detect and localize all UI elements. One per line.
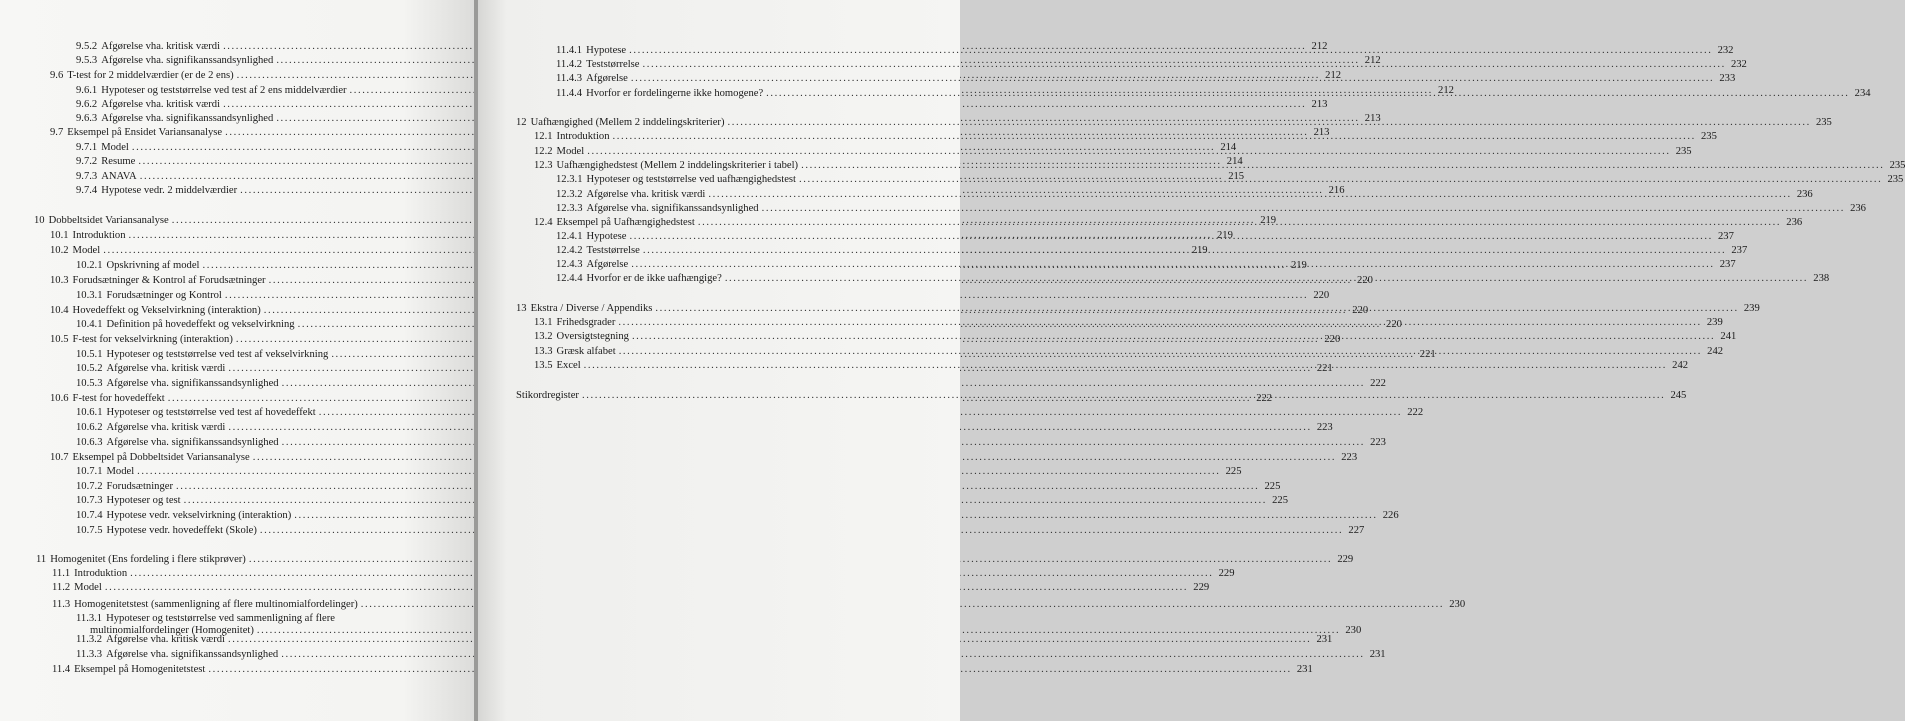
toc-entry <box>76 421 1333 434</box>
toc-entry-title: Ekstra / Diverse / Appendiks <box>530 303 653 314</box>
toc-entry-title: Forudsætninger & Kontrol af Forudsætninger <box>72 275 266 286</box>
toc-entry-page-number: 241 <box>1720 331 1737 342</box>
toc-entry-title: Model <box>72 245 101 256</box>
toc-entry-number: 12.2 <box>534 146 553 157</box>
toc-entry-number: 10.5.3 <box>76 378 103 389</box>
toc-entry-number: 9.7.4 <box>76 185 98 196</box>
toc-entry-number: 10.2.1 <box>76 260 103 271</box>
toc-entry-page-number: 214 <box>1220 142 1237 153</box>
toc-entry-title: T-test for 2 middelværdier (er de 2 ens) <box>67 70 234 81</box>
toc-entry-page-number: 219 <box>1191 245 1208 256</box>
toc-entry <box>76 436 1386 449</box>
toc-entry-page-number: 245 <box>1670 390 1687 401</box>
toc-entry <box>76 524 1365 537</box>
toc-entry <box>50 451 1358 464</box>
toc-entry-page-number: 229 <box>1193 582 1210 593</box>
toc-entry-page-number: 235 <box>1815 117 1832 128</box>
toc-entry-title: Afgørelse vha. kritisk værdi <box>106 363 226 374</box>
toc-entry-page-number: 220 <box>1324 334 1341 345</box>
toc-entry-title: Hypoteser og teststørrelse ved test af 2 ens middelværdier <box>101 85 347 96</box>
toc-entry-number: 11.3 <box>52 599 71 610</box>
toc-entry-title: Afgørelse vha. signifikanssandsynlighed <box>106 437 279 448</box>
toc-entry-title: Afgørelse vha. signifikanssandsynlighed <box>101 113 274 124</box>
toc-entry-title: Homogenitetstest (sammenligning af flere multinomialfordelinger) <box>74 599 358 610</box>
toc-entry-title: Hypotese vedr. hovedeffekt (Skole) <box>106 525 257 536</box>
toc-entry-title: Afgørelse vha. signifikanssandsynlighed <box>106 649 279 660</box>
toc-entry-page-number: 221 <box>1419 349 1436 360</box>
toc-entry-title: Model <box>101 142 129 153</box>
toc-entry-title: Eksempel på Ensidet Variansanalyse <box>67 127 223 138</box>
toc-entry-page-number: 235 <box>1700 131 1717 142</box>
toc-entry <box>52 598 1466 611</box>
toc-entry-title: Resume <box>101 156 136 167</box>
toc-entry-title: Homogenitet (Ens fordeling i flere stikprøver) <box>50 554 246 565</box>
toc-entry-page-number: 213 <box>1313 127 1330 138</box>
toc-entry-number: 11.1 <box>52 568 71 579</box>
toc-entry-number: 10.7.4 <box>76 510 103 521</box>
toc-entry-page-number: 232 <box>1730 59 1747 70</box>
toc-entry-page-number: 231 <box>1316 634 1333 645</box>
toc-entry-number: 13 <box>516 303 527 314</box>
toc-entry-number: 11.4 <box>52 664 71 675</box>
toc-entry-page-number: 242 <box>1672 360 1689 371</box>
dot-leader <box>630 230 1713 243</box>
dot-leader <box>762 202 1845 215</box>
toc-entry <box>52 567 1235 580</box>
toc-entry-page-number: 235 <box>1675 146 1692 157</box>
toc-entry-number: 9.7.1 <box>76 142 98 153</box>
toc-entry-number: 10.4 <box>50 305 69 316</box>
dot-leader <box>725 272 1808 285</box>
toc-entry-number: 9.7 <box>50 127 64 138</box>
toc-entry-number: 11 <box>36 554 47 565</box>
dot-leader <box>632 330 1715 343</box>
toc-entry-title: Afgørelse vha. kritisk værdi <box>106 634 225 645</box>
toc-entry-page-number: 220 <box>1386 319 1402 330</box>
toc-entry-page-number: 238 <box>1813 273 1830 284</box>
dot-leader <box>631 258 1714 271</box>
dot-leader <box>655 302 1738 315</box>
toc-entry-page-number: 212 <box>1311 41 1328 52</box>
toc-entry-title: Afgørelse vha. kritisk værdi <box>106 422 226 433</box>
toc-entry-title: F-test for vekselvirkning (interaktion) <box>72 334 233 345</box>
toc-entry-title: Afgørelse <box>586 73 628 84</box>
dot-leader <box>587 145 1670 158</box>
toc-entry-number: 10.6.3 <box>76 437 103 448</box>
toc-entry-number: 11.3.1 <box>76 613 103 624</box>
toc-entry-number: 9.7.3 <box>76 171 98 182</box>
toc-entry-title: multinomialfordelinger (Homogenitet) <box>90 625 254 636</box>
dot-leader <box>582 389 1665 402</box>
dot-leader <box>766 87 1849 100</box>
toc-entry-page-number: 226 <box>1382 510 1399 521</box>
toc-entry-page-number: 229 <box>1337 554 1354 565</box>
toc-entry-page-number: 234 <box>1854 88 1871 99</box>
toc-entry-number: 12.3.1 <box>556 174 583 185</box>
toc-entry <box>76 494 1288 507</box>
toc-entry-number: 9.7.2 <box>76 156 98 167</box>
toc-entry-title: Eksempel på Dobbeltsidet Variansanalyse <box>72 452 250 463</box>
toc-entry-title: Afgørelse vha. signifikanssandsynlighed <box>101 55 274 66</box>
toc-entry-page-number: 233 <box>1719 73 1736 84</box>
toc-entry-title: Forudsætninger og Kontrol <box>106 290 222 301</box>
toc-entry-number: 10.7.1 <box>76 466 103 477</box>
toc-entry <box>36 553 1354 566</box>
toc-entry-number: 12.4.2 <box>556 245 583 256</box>
dot-leader <box>629 44 1712 57</box>
toc-entry-title: Eksempel på Uafhængighedstest <box>556 217 695 228</box>
toc-entry-page-number: 219 <box>1216 230 1233 241</box>
toc-entry-title: Introduktion <box>74 568 128 579</box>
toc-entry-number: 11.4.4 <box>556 88 583 99</box>
toc-entry-page-number: 223 <box>1370 437 1386 448</box>
toc-entry-page-number: 222 <box>1370 378 1386 389</box>
toc-entry-number: 9.6 <box>50 70 64 81</box>
toc-entry-page-number: 242 <box>1707 346 1724 357</box>
toc-entry-page-number: 232 <box>1717 45 1734 56</box>
dot-leader <box>631 72 1714 85</box>
toc-entry-page-number: 213 <box>1364 113 1381 124</box>
toc-entry-number: 12.4.4 <box>556 273 583 284</box>
dot-leader <box>643 244 1726 257</box>
toc-entry-title: F-test for hovedeffekt <box>72 393 165 404</box>
dot-leader <box>618 316 1701 329</box>
toc-entry <box>76 509 1399 522</box>
toc-entry-page-number: 213 <box>1311 99 1328 110</box>
toc-entry-title: Teststørrelse <box>586 59 640 70</box>
toc-entry-number: 12 <box>516 117 527 128</box>
toc-entry <box>52 581 1210 594</box>
toc-entry-page-number: 220 <box>1357 275 1373 286</box>
toc-entry-title: Hypoteser og teststørrelse ved sammenligning af flere <box>106 613 335 624</box>
dot-leader <box>698 216 1781 229</box>
toc-entry-title: Hypoteser og teststørrelse ved test af vekselvirkning <box>106 349 329 360</box>
toc-entry-number: 9.6.2 <box>76 99 98 110</box>
toc-entry-page-number: 225 <box>1272 495 1288 506</box>
toc-entry-number: 10.2 <box>50 245 69 256</box>
toc-entry-title: Hypotese <box>586 231 627 242</box>
toc-entry-title: Model <box>556 146 585 157</box>
dot-leader <box>799 173 1882 186</box>
toc-entry-number: 11.4.3 <box>556 73 583 84</box>
toc-entry-page-number: 230 <box>1345 625 1362 636</box>
toc-entry-page-number: 216 <box>1328 185 1345 196</box>
toc-entry-title: Definition på hovedeffekt og vekselvirkning <box>106 319 295 330</box>
dot-leader <box>619 345 1702 358</box>
toc-entry <box>76 98 1328 111</box>
toc-entry <box>52 663 1313 676</box>
dot-leader <box>584 359 1667 372</box>
toc-entry-title: ANAVA <box>101 171 137 182</box>
toc-entry <box>76 633 1333 646</box>
toc-entry <box>76 377 1386 390</box>
toc-entry-page-number: 237 <box>1717 231 1734 242</box>
toc-entry <box>76 648 1386 661</box>
toc-entry-number: 12.3.2 <box>556 189 583 200</box>
toc-entry-page-number: 225 <box>1225 466 1242 477</box>
toc-entry-title: Forudsætninger <box>106 481 173 492</box>
toc-entry-number: 10.3.1 <box>76 290 103 301</box>
toc-entry-title: Hvorfor er de ikke uafhængige? <box>586 273 722 284</box>
toc-entry-page-number: 220 <box>1313 290 1330 301</box>
toc-entry <box>556 202 1866 215</box>
toc-entry-page-number: 223 <box>1316 422 1333 433</box>
toc-entry-page-number: 235 <box>1889 160 1905 171</box>
toc-entry-number: 10.6.1 <box>76 407 103 418</box>
toc-entry-page-number: 239 <box>1743 303 1760 314</box>
toc-entry-page-number: 231 <box>1296 664 1313 675</box>
toc-entry-title: Hypoteser og teststørrelse ved test af hovedeffekt <box>106 407 316 418</box>
toc-entry <box>76 289 1330 302</box>
toc-entry-title: Introduktion <box>72 230 126 241</box>
toc-entry-number: 9.5.3 <box>76 55 98 66</box>
toc-entry-page-number: 227 <box>1348 525 1365 536</box>
toc-entry-number: 10.7.2 <box>76 481 103 492</box>
toc-entry-page-number: 222 <box>1407 407 1424 418</box>
toc-entry-page-number: 236 <box>1850 203 1866 214</box>
toc-entry-page-number: 220 <box>1352 305 1369 316</box>
toc-entry-title: Model <box>74 582 102 593</box>
toc-entry-title: Hypotese vedr. vekselvirkning (interaktion) <box>106 510 292 521</box>
toc-entry-title: Afgørelse vha. kritisk værdi <box>101 99 221 110</box>
toc-entry-title: Hypoteser og teststørrelse ved uafhængighedstest <box>586 174 796 185</box>
toc-entry-title: Model <box>106 466 135 477</box>
toc-entry-number: 9.6.1 <box>76 85 98 96</box>
toc-entry-page-number: 225 <box>1264 481 1281 492</box>
toc-entry-title: Teststørrelse <box>586 245 640 256</box>
toc-entry-page-number: 229 <box>1218 568 1235 579</box>
toc-entry-page-number: 230 <box>1449 599 1466 610</box>
toc-entry-number: 10.7.5 <box>76 525 103 536</box>
toc-entry <box>76 406 1424 419</box>
toc-entry-number: 10.7.3 <box>76 495 103 506</box>
toc-entry-page-number: 236 <box>1796 189 1813 200</box>
toc-entry-number: 11.4.2 <box>556 59 583 70</box>
toc-entry-title: Dobbeltsidet Variansanalyse <box>48 215 169 226</box>
dot-leader <box>727 116 1810 129</box>
toc-entry-page-number: 212 <box>1325 70 1342 81</box>
toc-entry-title: Frihedsgrader <box>556 317 616 328</box>
toc-entry-number: 9.6.3 <box>76 113 98 124</box>
toc-entry-number: 10.5.2 <box>76 363 103 374</box>
toc-entry-title: Uafhængighedstest (Mellem 2 inddelingskriterier i tabel) <box>556 160 799 171</box>
toc-entry-title: Hypotese <box>586 45 627 56</box>
toc-entry-number: 10.5.1 <box>76 349 103 360</box>
toc-entry-title: Eksempel på Homogenitetstest <box>74 664 206 675</box>
toc-entry-number: 11.3.2 <box>76 634 103 645</box>
toc-entry-title: Opskrivning af model <box>106 260 200 271</box>
toc-entry-title: Afgørelse vha. kritisk værdi <box>586 189 706 200</box>
toc-entry-title: Græsk alfabet <box>556 346 616 357</box>
toc-entry-page-number: 235 <box>1887 174 1904 185</box>
toc-entry-number: 12.4.3 <box>556 259 583 270</box>
toc-entry-number: 11.4.1 <box>556 45 583 56</box>
toc-entry-page-number: 223 <box>1341 452 1358 463</box>
toc-entry-page-number: 219 <box>1260 215 1277 226</box>
toc-entry-page-number: 215 <box>1228 171 1245 182</box>
toc-entry-page-number: 221 <box>1316 363 1333 374</box>
toc-entry-number: 12.4 <box>534 217 553 228</box>
toc-entry-page-number: 237 <box>1731 245 1748 256</box>
toc-entry-number: 10.3 <box>50 275 69 286</box>
toc-entry-number: 10.4.1 <box>76 319 103 330</box>
toc-entry-number: 12.3.3 <box>556 203 583 214</box>
toc-entry-number: 13.2 <box>534 331 553 342</box>
toc-entry-number: 11.3.3 <box>76 649 103 660</box>
dot-leader <box>708 188 1791 201</box>
toc-entry-title: Afgørelse vha. kritisk værdi <box>101 41 221 52</box>
toc-entry-page-number: 231 <box>1369 649 1386 660</box>
toc-entry-number: 11.2 <box>52 582 71 593</box>
toc-entry-title: Afgørelse vha. signifikanssandsynlighed <box>106 378 279 389</box>
toc-entry-number: 12.1 <box>534 131 553 142</box>
toc-entry-number: 10.6 <box>50 393 69 404</box>
toc-entry-title: Uafhængighed (Mellem 2 inddelingskriterier) <box>530 117 725 128</box>
dot-leader <box>613 130 1696 143</box>
toc-entry-number: 13.5 <box>534 360 553 371</box>
toc-entry-number: 9.5.2 <box>76 41 98 52</box>
toc-entry-number: 12.4.1 <box>556 231 583 242</box>
toc-entry-title: Oversigtstegning <box>556 331 629 342</box>
toc-entry-number: 13.3 <box>534 346 553 357</box>
toc-entry-number: 12.3 <box>534 160 553 171</box>
toc-entry <box>76 480 1281 493</box>
toc-entry-number: 10.6.2 <box>76 422 103 433</box>
toc-entry-number: 10.5 <box>50 334 69 345</box>
dot-leader <box>801 159 1884 172</box>
toc-entry-title: Afgørelse <box>586 259 629 270</box>
toc-entry-page-number: 219 <box>1290 260 1307 271</box>
toc-entry-page-number: 212 <box>1438 85 1454 96</box>
toc-entry-title: Hovedeffekt og Vekselvirkning (interaktion) <box>72 305 261 316</box>
toc-entry-number: 10 <box>34 215 45 226</box>
toc-entry-number: 13.1 <box>534 317 553 328</box>
dot-leader <box>642 58 1725 71</box>
toc-entry-number: 10.7 <box>50 452 69 463</box>
toc-entry-title: Hypoteser og test <box>106 495 181 506</box>
toc-entry-page-number: 214 <box>1226 156 1243 167</box>
toc-entry-title: Afgørelse vha. signifikanssandsynlighed <box>586 203 759 214</box>
toc-entry <box>76 465 1242 478</box>
toc-entry-page-number: 212 <box>1364 55 1381 66</box>
toc-entry-page-number: 239 <box>1706 317 1723 328</box>
toc-entry-title: Hvorfor er fordelingerne ikke homogene? <box>586 88 764 99</box>
toc-entry-title: Stikordregister <box>516 390 579 401</box>
toc-entry-page-number: 237 <box>1719 259 1736 270</box>
toc-entry-page-number: 236 <box>1786 217 1803 228</box>
toc-entry-title: Introduktion <box>556 131 610 142</box>
toc-entry-number: 10.1 <box>50 230 69 241</box>
toc-entry-title: Hypotese vedr. 2 middelværdier <box>101 185 238 196</box>
toc-entry-page-number: 222 <box>1256 393 1273 404</box>
toc-entry-title: Excel <box>556 360 581 371</box>
